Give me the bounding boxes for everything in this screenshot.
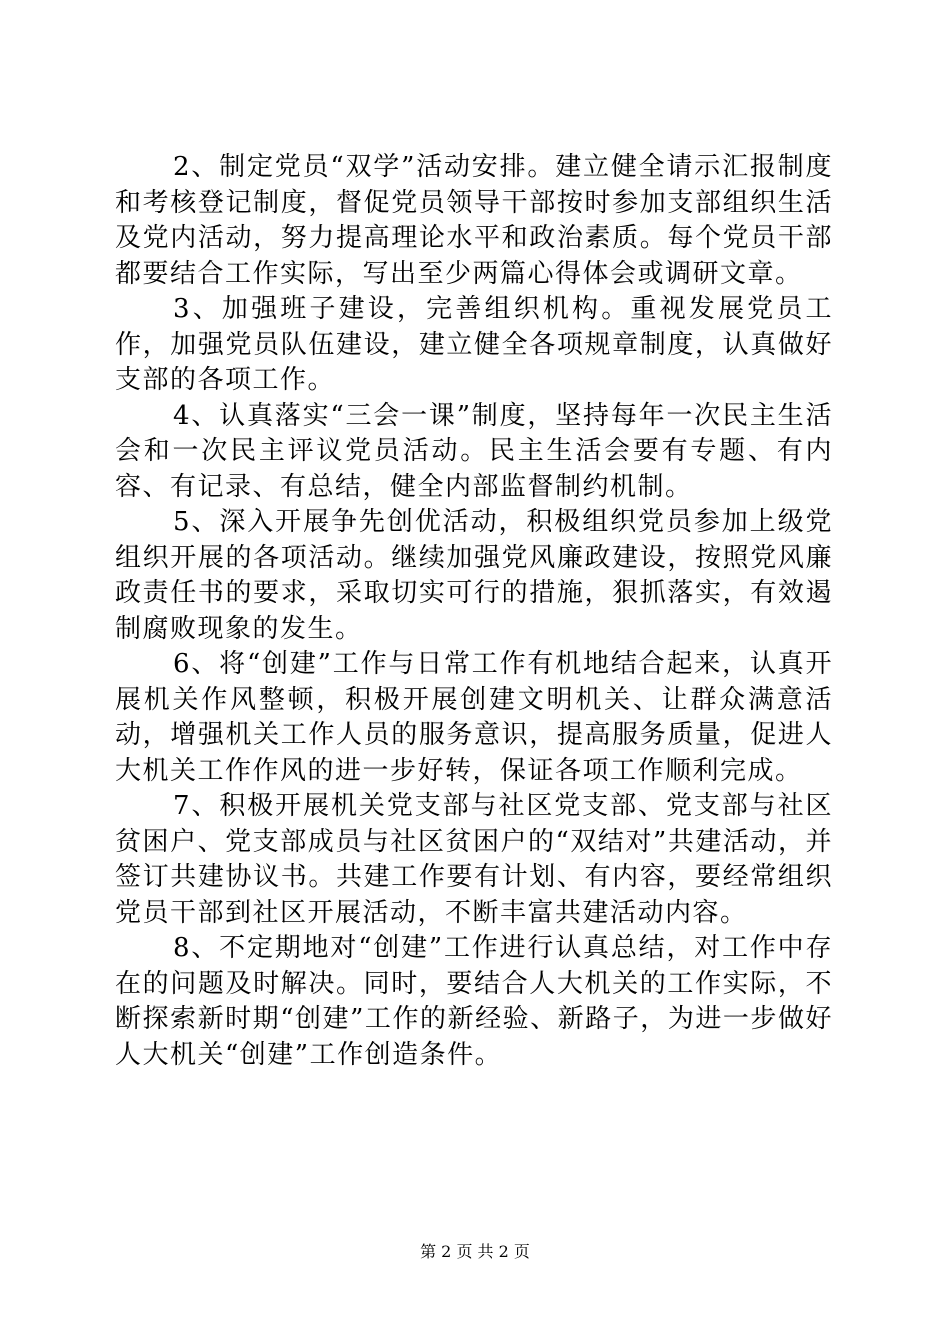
paragraph-6: 6、将“创建”工作与日常工作有机地结合起来，认真开展机关作风整顿，积极开展创建文明机关、让群众满意活动，增强机关工作人员的服务意识，提高服务质量，促进人大机关工作作风的进一步好转，保证各项工作顺利完成。: [115, 649, 833, 786]
paragraph-2: 2、制定党员“双学”活动安排。建立健全请示汇报制度和考核登记制度，督促党员领导干部按时参加支部组织生活及党内活动，努力提高理论水平和政治素质。每个党员干部都要结合工作实际，写出至少两篇心得体会或调研文章。: [115, 152, 833, 289]
paragraph-3: 3、加强班子建设，完善组织机构。重视发展党员工作，加强党员队伍建设，建立健全各项规章制度，认真做好支部的各项工作。: [115, 294, 833, 395]
paragraph-7: 7、积极开展机关党支部与社区党支部、党支部与社区贫困户、党支部成员与社区贫困户的“双结对”共建活动，并签订共建协议书。共建工作要有计划、有内容，要经常组织党员干部到社区开展活动，不断丰富共建活动内容。: [115, 791, 833, 928]
paragraph-5: 5、深入开展争先创优活动，积极组织党员参加上级党组织开展的各项活动。继续加强党风廉政建设，按照党风廉政责任书的要求，采取切实可行的措施，狠抓落实，有效遏制腐败现象的发生。: [115, 507, 833, 644]
page-number-footer: 第 2 页 共 2 页: [420, 1242, 530, 1261]
paragraph-4: 4、认真落实“三会一课”制度，坚持每年一次民主生活会和一次民主评议党员活动。民主生活会要有专题、有内容、有记录、有总结，健全内部监督制约机制。: [115, 400, 833, 502]
paragraph-8: 8、不定期地对“创建”工作进行认真总结，对工作中存在的问题及时解决。同时，要结合人大机关的工作实际，不断探索新时期“创建”工作的新经验、新路子，为进一步做好人大机关“创建”工作创造条件。: [115, 933, 833, 1070]
document-body: [115, 150, 833, 1073]
